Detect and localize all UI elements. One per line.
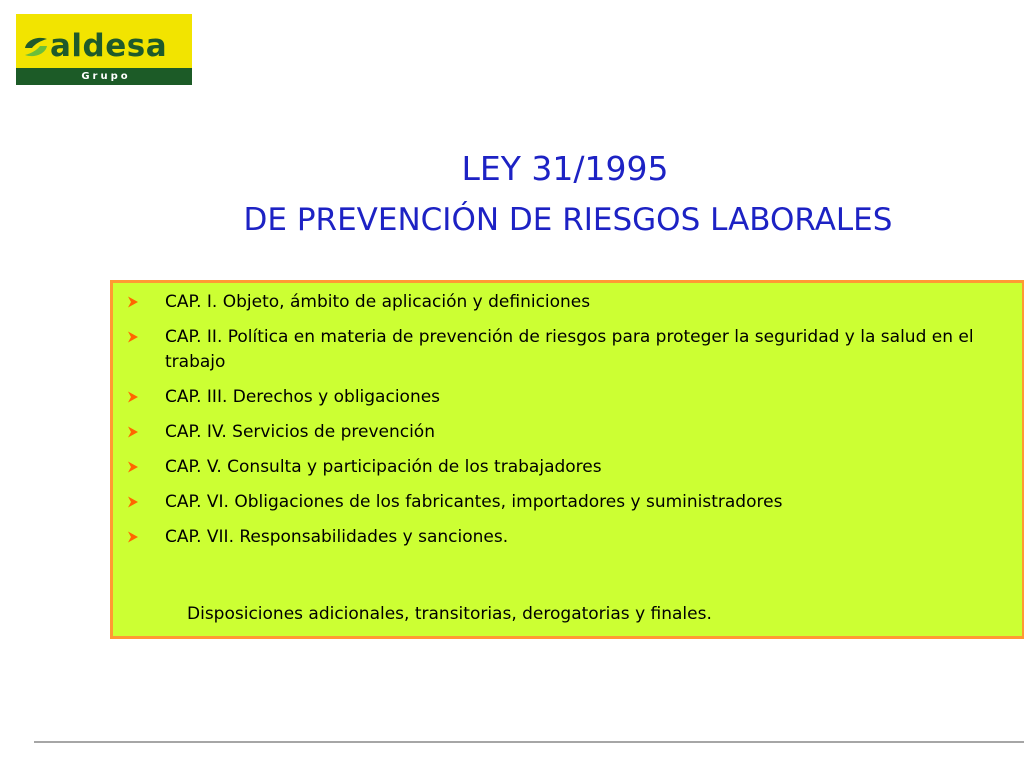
- chapter-list: [113, 290, 1022, 560]
- list-item: [113, 420, 1022, 445]
- arrow-bullet-icon: [127, 531, 139, 543]
- leaf-swirl-icon: [23, 34, 49, 60]
- chapters-box: [110, 280, 1024, 639]
- aldesa-logo: [16, 14, 192, 85]
- arrow-bullet-icon: [127, 296, 139, 308]
- list-item: [113, 525, 1022, 550]
- list-item-text: CAP. VII. Responsabilidades y sanciones.: [165, 527, 509, 547]
- slide-subtitle: DE PREVENCIÓN DE RIESGOS LABORALES: [243, 202, 893, 238]
- list-item: [113, 490, 1022, 515]
- list-item-text: CAP. III. Derechos y obligaciones: [165, 387, 441, 407]
- list-item-text: CAP. IV. Servicios de prevención: [165, 422, 435, 442]
- list-item-text: CAP. VI. Obligaciones de los fabricantes, importadores y suministradores: [165, 492, 783, 512]
- list-item-text: CAP. V. Consulta y participación de los trabajadores: [165, 457, 602, 477]
- logo-group-label: Grupo: [16, 68, 192, 85]
- list-item-text: CAP. II. Política en materia de prevención de riesgos para proteger la seguridad y la salud en el trabajo: [165, 327, 974, 372]
- list-item-text: CAP. I. Objeto, ámbito de aplicación y definiciones: [165, 292, 591, 312]
- logo-wordmark: aldesa: [50, 28, 168, 64]
- arrow-bullet-icon: [127, 331, 139, 343]
- slide-title: LEY 31/1995: [461, 149, 669, 188]
- list-item: [113, 455, 1022, 480]
- arrow-bullet-icon: [127, 496, 139, 508]
- list-item: [113, 290, 1022, 315]
- footer-divider: [34, 741, 1024, 743]
- closing-note: Disposiciones adicionales, transitorias, derogatorias y finales.: [187, 604, 712, 624]
- arrow-bullet-icon: [127, 461, 139, 473]
- list-item: [113, 385, 1022, 410]
- arrow-bullet-icon: [127, 391, 139, 403]
- list-item: [113, 325, 1022, 375]
- arrow-bullet-icon: [127, 426, 139, 438]
